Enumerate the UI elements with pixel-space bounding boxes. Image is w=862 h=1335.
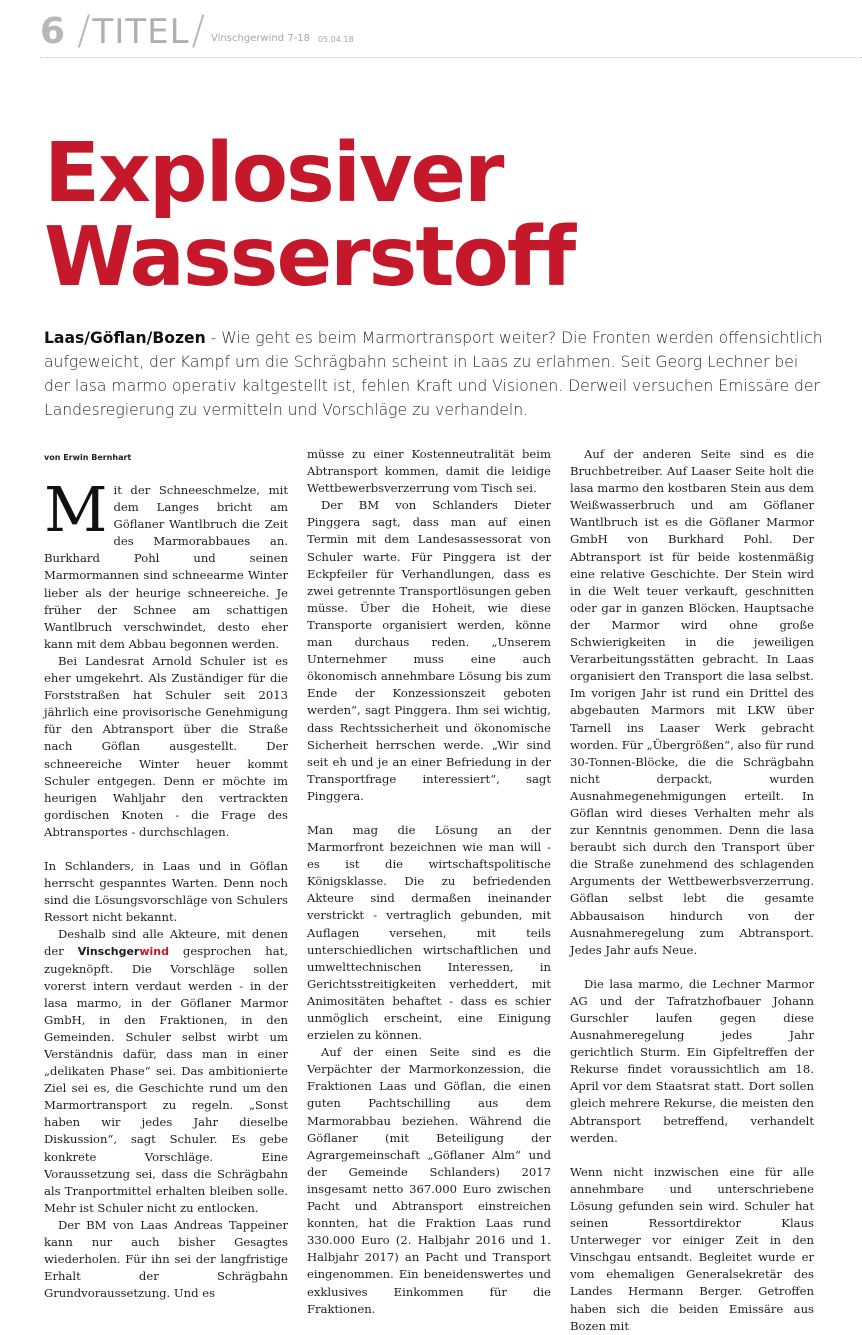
page-number: 6 (40, 11, 66, 52)
paragraph: Wenn nicht inzwischen eine für alle annehmbare und unterschriebene Lösung gefunden sein wird. Schuler hat seinen Ressortdirektor Klaus Unterweger vor einiger Zeit in den Vinschgau entsandt. Begleitet wurde er vom ehemaligen Generalsekretär des Landes Hermann Berger. Getroffen haben sich die beiden Emissäre aus Bozen mit (570, 1164, 814, 1333)
paragraph: Man mag die Lösung an der Marmorfront bezeichnen wie man will - es ist die wirtschaftspolitische Königsklasse. Die zu befriedenden Akteure sind dermaßen ineinander verstrickt - vertraglich gebunden, mit Auflagen versehen, mit teils unterschiedlichen wirtschaftlichen und umwelttechnischen Interessen, in Gerichtsstreitigkeiten verheddert, mit Animositäten behaftet - dass es schier unmöglich erscheint, eine Einigung erzielen zu können. (307, 822, 551, 1043)
paragraph (44, 473, 288, 653)
paragraph: Auf der einen Seite sind es die Verpächter der Marmorkonzession, die Fraktionen Laas und Göflan, die einen guten Pachtschilling aus dem Marmorabbau beziehen. Während die Göflaner (mit Beteiligung der Agrargemeinschaft „Göflaner Alm“ und der Gemeinde Schlanders) 2017 insgesamt netto 367.000 Euro zwischen Pacht und Abtransport einstreichen konnten, hat die Fraktion Laas rund 330.000 Euro (2. Halbjahr 2016 und 1. Halbjahr 2017) an Pacht und Transport eingenommen. Ein beneidenswertes und exklusives Einkommen für die Fraktionen. (307, 1045, 551, 1316)
paragraph: Bei Landesrat Arnold Schuler ist es eher umgekehrt. Als Zuständiger für die Forststraßen hat Schuler seit 2013 jährlich eine provisorische Genehmigung für den Abtransport über die Straße nach Göflan ausgestellt. Der schneereiche Winter heuer kommt Schuler entgegen. Denn er möchte im heurigen Wahljahr den vertrackten gordischen Knoten - die Frage des Abtransportes - durchschlagen. (44, 653, 288, 839)
paragraph: Der BM von Laas Andreas Tappeiner kann nur auch bisher Gesagtes wiederholen. Für ihn sei der langfristige Erhalt der Schrägbahn Grundvoraussetzung. Und es (44, 1217, 288, 1301)
paragraph: In Schlanders, in Laas und in Göflan herrscht gespanntes Warten. Denn noch sind die Lösungsvorschläge von Schulers Ressort nicht bekannt. (44, 858, 288, 925)
issue-date: 05.04.18 (317, 35, 354, 44)
article-column-1 (44, 473, 289, 1302)
brand-part-2: wind (139, 945, 169, 959)
section-title: TITEL (92, 12, 190, 52)
paragraph-text: gesprochen hat, zugeknöpft. Die Vorschläge sollen vorerst intern verdaut werden - in der lasa marmo, in der Göflaner Marmor GmbH, in den Fraktionen, in den Gemeinden. Schuler selbst wirbt um Verständnis dafür, dass man in einer „delikaten Phase“ sei. Das ambitionierte Ziel sei es, die Geschichte rund um den Marmortransport zu regeln. „Sonst haben wir jedes Jahr dieselbe Diskussion“, sagt Schuler. Es gebe konkrete Vorschläge. Eine Voraussetzung sei, dass die Schrägbahn als Tranportmittel erhalten bleiben solle. Mehr ist Schuler nicht zu entlocken. (44, 944, 289, 1215)
paragraph-text: it der Schneeschmelze, mit dem Langes bricht am Göflaner Wantlbruch die Zeit des Marmorabbaues an. Burkhard Pohl und seinen Marmormannen sind schneearme Winter lieber als der heurige schneereiche. Je früher der Schnee am schattigen Wantlbruch verschwindet, desto eher kann mit dem Abbau begonnen werden. (44, 483, 288, 651)
paragraph: Auf der anderen Seite sind es die Bruchbetreiber. Auf Laaser Seite holt die lasa marmo den kostbaren Stein aus dem Weißwasserbruch und am Göflaner Wantlbruch ist es die Göflaner Marmor GmbH von Burkhard Pohl. Der Abtransport ist für beide kostenmäßig eine relative Geschichte. Der Stein wird in die Welt teuer verkauft, geschnitten oder gar in ganzen Blöcken. Hauptsache der Marmor wird ohne große Schwierigkeiten in die jeweiligen Verarbeitungsstätten gebracht. In Laas organisiert den Transport die lasa selbst. Im vorigen Jahr ist rund ein Drittel des abgebauten Marmors mit LKW über Tarnell ins Laaser Werk gebracht worden. Für „Übergrößen“, also für rund 30-Tonnen-Blöcke, die die Schrägbahn nicht derpackt, wurden Ausnahmegenehmigungen erteilt. In Göflan wird dieses Verhalten mehr als zur Kenntnis genommen. Denn die lasa beraubt sich durch den Transport über die Straße zunehmend des schlagenden Arguments der Wettbewerbsverzerrung. Göflan selbst lebt die gesamte Abbausaison hindurch von der Ausnahmeregelung zum Abtransport. Jedes Jahr aufs Neue. (570, 447, 814, 957)
brand-part-1: Vinschger (77, 945, 140, 959)
byline: von Erwin Bernhart (44, 453, 132, 462)
header-slash-right: / (191, 8, 206, 54)
article-column-2 (307, 446, 551, 1318)
page-header (40, 6, 354, 52)
headline: Explosiver Wasserstoff (44, 126, 575, 305)
publication-name: Vinschgerwind 7-18 (211, 33, 310, 44)
paragraph (44, 926, 288, 1217)
paragraph: Der BM von Schlanders Dieter Pinggera sagt, dass man auf einen Termin mit dem Landesassessorat von Schuler warte. Für Pinggera ist der Eckpfeiler für Verhandlungen, dass es zwei getrennte Transportlösungen geben müsse. Über die Hoheit, wie diese Transporte organisiert werden, könne man durchaus reden. „Unserem Unternehmer muss eine auch ökonomisch annehmbare Lösung bis zum Ende der Konzessionszeit geboten werden“, sagt Pinggera. Ihm sei wichtig, dass Rechtssicherheit und ökonomische Sicherheit herrschen werde. „Wir sind seit eh und je an einer Befriedung in der Transportfrage interessiert“, sagt Pinggera. (307, 498, 551, 803)
drop-cap: M (44, 473, 108, 546)
article-column-3 (570, 446, 814, 1335)
lead-text: - Wie geht es beim Marmortransport weiter? Die Fronten werden offensichtlich aufgeweicht, der Kampf um die Schrägbahn scheint in Laas zu erlahmen. Seit Georg Lechner bei der lasa marmo operativ kaltgestellt ist, fehlen Kraft und Visionen. Derweil versuchen Emissäre der Landesregierung zu vermitteln und Vorschläge zu verhandeln. (44, 329, 823, 419)
paragraph-text: Deshalb sind alle Akteure, mit denen der (44, 927, 288, 959)
brand-name (78, 945, 169, 958)
lead-paragraph (44, 326, 824, 422)
lead-location: Laas/Göflan/Bozen (44, 329, 206, 347)
paragraph: Die lasa marmo, die Lechner Marmor AG und der Tafratzhofbauer Johann Gurschler laufen gegen diese Ausnahmeregelung jedes Jahr gerichtlich Sturm. Ein Gipfeltreffen der Rekurse findet voraussichtlich am 18. April vor dem Staatsrat statt. Dort sollen gleich mehrere Rekurse, die meisten den Abtransport betreffend, verhandelt werden. (570, 976, 814, 1145)
header-divider (40, 57, 862, 58)
header-slash-left: / (77, 8, 91, 54)
paragraph: müsse zu einer Kostenneutralität beim Abtransport kommen, damit die leidige Wettbewerbsverzerrung vom Tisch sei. (307, 447, 551, 496)
